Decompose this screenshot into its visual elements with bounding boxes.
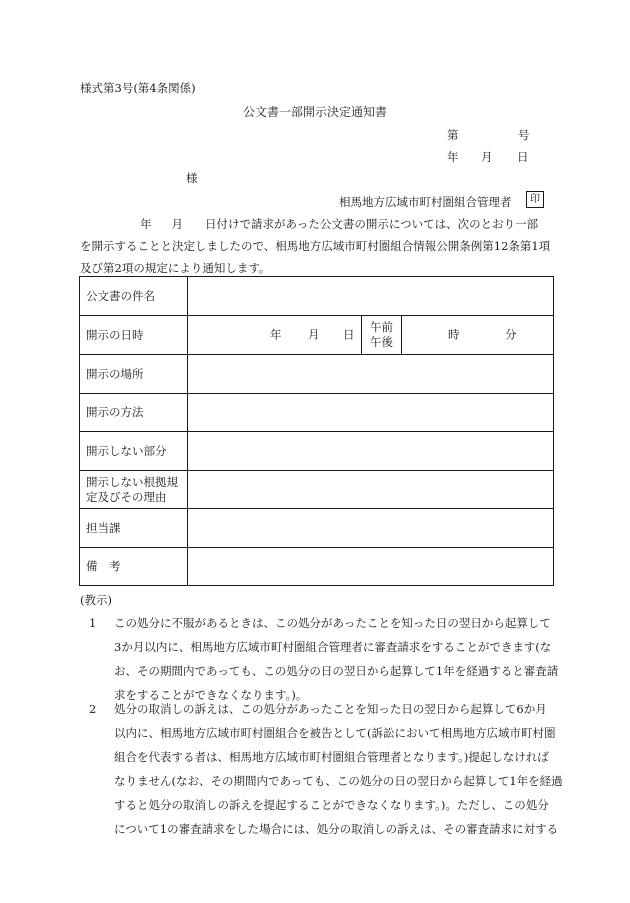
- row-label-disclosure-datetime: 開示の日時: [80, 316, 188, 355]
- disclosure-date-month: 月: [308, 327, 320, 342]
- row-label-responsible-section: 担当課: [80, 509, 188, 548]
- row-label-nondisclosure-grounds: [80, 471, 188, 509]
- row-label-remarks: 備 考: [80, 548, 188, 586]
- issue-date-month: 月: [481, 150, 493, 164]
- intro-date-month: 月: [171, 217, 183, 231]
- row-label-undisclosed-part: 開示しない部分: [80, 432, 188, 471]
- row-label-document-subject: 公文書の件名: [80, 277, 188, 316]
- note-line: 処分の取消しの訴えは、この処分があったことを知った日の翌日から起算して6か月: [114, 702, 547, 716]
- intro-date-year: 年: [140, 217, 152, 231]
- disclosure-date-day: 日: [343, 327, 355, 342]
- disclosure-date-year: 年: [270, 327, 282, 342]
- note-line: について1の審査請求をした場合には、処分の取消しの訴えは、その審査請求に対する: [114, 822, 559, 836]
- note-line: すると処分の取消しの訴えを提起することができなくなります。)。ただし、この処分: [114, 798, 549, 812]
- intro-line-1-text: 日付けで請求があった公文書の開示については、次のとおり一部: [205, 217, 539, 231]
- note-line: なりません(なお、その期間内であっても、この処分の日の翌日から起算して1年を経過: [114, 774, 563, 788]
- note-line: この処分に不服があるときは、この処分があったことを知った日の翌日から起算して: [114, 616, 551, 630]
- pm-option[interactable]: 午後: [370, 335, 393, 349]
- note-line: お、その期間内であっても、この処分の日の翌日から起算して1年を経過すると審査請: [114, 664, 559, 678]
- document-subject-field[interactable]: [188, 277, 554, 316]
- responsible-section-field[interactable]: [188, 509, 554, 548]
- table-row: [80, 548, 554, 586]
- am-pm-selector[interactable]: [362, 316, 402, 355]
- disclosure-time-field[interactable]: [402, 316, 554, 355]
- nondisclosure-grounds-label-line-2: 定及びその理由: [86, 489, 167, 504]
- note-item-2: [80, 697, 563, 841]
- note-line: 求をすることができなくなります。)。: [114, 688, 308, 702]
- row-label-disclosure-method: 開示の方法: [80, 394, 188, 432]
- note-line: 組合を代表する者は、相馬地方広域市町村圏組合管理者となります。)提起しなければ: [114, 750, 549, 764]
- issuer-name: 相馬地方広域市町村圏組合管理者: [339, 195, 512, 209]
- intro-line-3: 及び第2項の規定により通知します。: [80, 261, 271, 275]
- disclosure-method-field[interactable]: [188, 394, 554, 432]
- disclosure-place-field[interactable]: [188, 355, 554, 394]
- table-row: [80, 277, 554, 316]
- intro-line-2: を開示することと決定しましたので、相馬地方広域市町村圏組合情報公開条例第12条第1項: [80, 239, 551, 253]
- intro-line-1: [80, 213, 556, 235]
- disclosure-time-hour: 時: [448, 327, 460, 342]
- seal-mark: 印: [526, 191, 544, 208]
- note-body: [114, 697, 563, 841]
- table-row: [80, 394, 554, 432]
- note-line: 以内に、相馬地方広域市町村圏組合を被告として(訴訟において相馬地方広域市町村圏: [114, 726, 556, 740]
- issue-number-go: 号: [518, 128, 530, 142]
- issue-date-year: 年: [447, 150, 459, 164]
- note-number: 1: [89, 616, 97, 630]
- intro-paragraph: [80, 213, 556, 279]
- table-row: [80, 471, 554, 509]
- issue-date-day: 日: [517, 150, 529, 164]
- issue-number-dai: 第: [447, 128, 459, 142]
- note-line: 3か月以内に、相馬地方広域市町村圏組合管理者に審査請求をすることができます(な: [114, 640, 552, 654]
- disclosure-date-field[interactable]: [188, 316, 362, 355]
- disclosure-time-minute: 分: [505, 327, 517, 342]
- table-row: [80, 432, 554, 471]
- nondisclosure-grounds-field[interactable]: [188, 471, 554, 509]
- note-body: [114, 611, 560, 707]
- table-row: [80, 509, 554, 548]
- addressee-honorific: 様: [186, 171, 198, 185]
- note-item-1: [80, 611, 560, 707]
- nondisclosure-grounds-label-line-1: 開示しない根拠規: [86, 474, 178, 489]
- row-label-disclosure-place: 開示の場所: [80, 355, 188, 394]
- document-title: 公文書一部開示決定通知書: [242, 105, 387, 119]
- am-option[interactable]: 午前: [370, 320, 393, 334]
- notes-title: (教示): [80, 593, 112, 607]
- disclosure-info-table: [79, 276, 554, 586]
- remarks-field[interactable]: [188, 548, 554, 586]
- note-number: 2: [89, 702, 97, 716]
- table-row: [80, 316, 554, 355]
- table-row: [80, 355, 554, 394]
- undisclosed-part-field[interactable]: [188, 432, 554, 471]
- form-number: 様式第3号(第4条関係): [80, 81, 196, 95]
